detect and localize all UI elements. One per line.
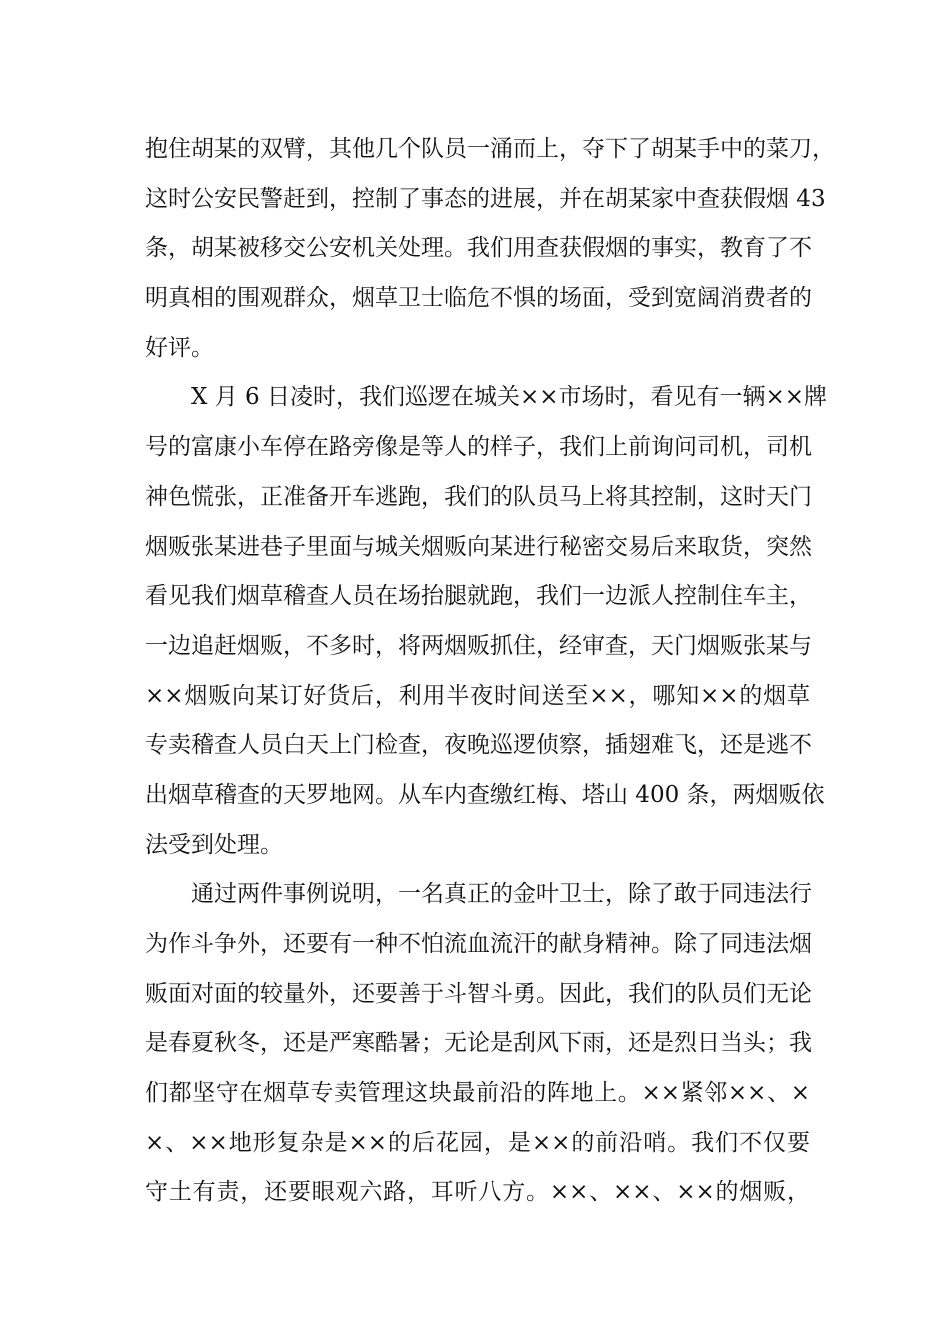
text-line: ×、××地形复杂是××的后花园，是××的前沿哨。我们不仅要 (145, 1129, 810, 1156)
text-line: 专卖稽查人员白天上门检查，夜晚巡逻侦察，插翅难飞，还是逃不 (145, 732, 812, 759)
text-line: 法受到处理。 (145, 831, 283, 858)
text-line: 为作斗争外，还要有一种不怕流血流汗的献身精神。除了同违法烟 (145, 931, 812, 957)
body-text (145, 125, 835, 1218)
paragraph-first-line: 通过两件事例说明，一名真正的金叶卫士，除了敢于同违法行 (191, 881, 812, 908)
text-line: 一边追赶烟贩，不多时，将两烟贩抓住，经审查，天门烟贩张某与 (145, 632, 812, 659)
text-line: 们都坚守在烟草专卖管理这块最前沿的阵地上。××紧邻××、× (145, 1080, 810, 1107)
text-line: 是春夏秋冬，还是严寒酷暑；无论是刮风下雨，还是烈日当头；我 (145, 1030, 812, 1057)
text-line: 好评。 (145, 334, 214, 361)
paragraph-first-line: X 月 6 日凌时，我们巡逻在城关××市场时，看见有一辆××牌 (191, 384, 828, 411)
text-line: ××烟贩向某订好货后，利用半夜时间送至××，哪知××的烟草 (145, 682, 810, 709)
text-line: 看见我们烟草稽查人员在场抬腿就跑，我们一边派人控制住车主， (145, 583, 812, 610)
text-line: 烟贩张某进巷子里面与城关烟贩向某进行秘密交易后来取货，突然 (145, 533, 812, 560)
text-line: 守土有责，还要眼观六路，耳听八方。××、××、××的烟贩， (145, 1179, 810, 1206)
text-line: 出烟草稽查的天罗地网。从车内查缴红梅、塔山 400 条，两烟贩依 (145, 781, 825, 808)
text-line: 神色慌张，正准备开车逃跑，我们的队员马上将其控制，这时天门 (145, 483, 812, 510)
text-line: 这时公安民警赶到，控制了事态的进展，并在胡某家中查获假烟 43 (145, 185, 826, 212)
text-line: 明真相的围观群众，烟草卫士临危不惧的场面，受到宽阔消费者的 (145, 285, 812, 312)
text-line: 抱住胡某的双臂，其他几个队员一涌而上，夺下了胡某手中的菜刀， (145, 136, 835, 162)
text-line: 条，胡某被移交公安机关处理。我们用查获假烟的事实，教育了不 (145, 235, 812, 262)
text-line: 贩面对面的较量外，还要善于斗智斗勇。因此，我们的队员们无论 (145, 980, 812, 1007)
text-line: 号的富康小车停在路旁像是等人的样子，我们上前询问司机，司机 (145, 434, 812, 461)
